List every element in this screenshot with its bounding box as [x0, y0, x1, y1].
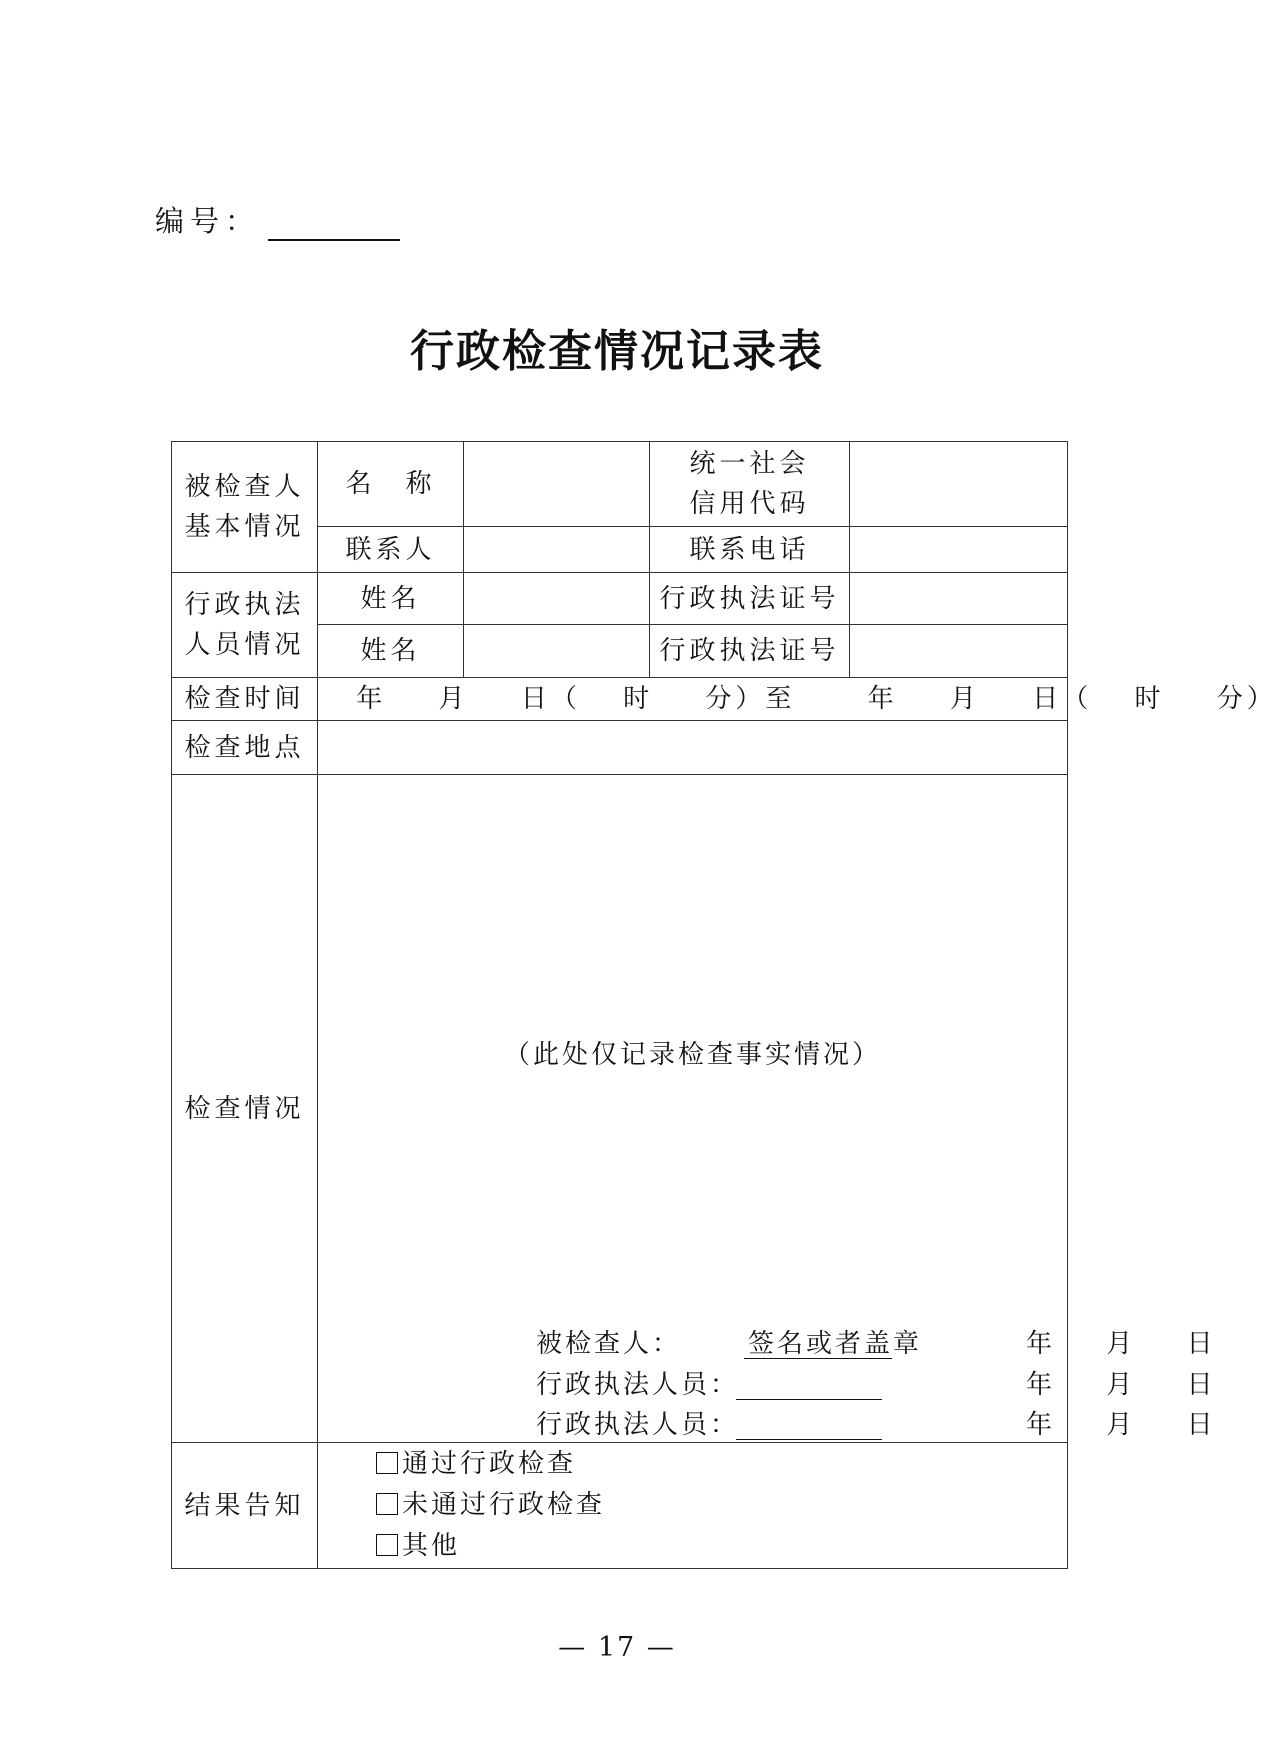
result-option-label: 其他 — [402, 1531, 461, 1561]
situation-value-cell[interactable] — [318, 775, 1216, 1443]
situation-note: （此处仅记录检查事实情况） — [503, 1040, 881, 1070]
officer-cert-label: 行政执法证号 — [650, 625, 850, 678]
sig-month-label: 月 — [1106, 1329, 1136, 1359]
time-range-cell[interactable] — [318, 678, 1277, 721]
officer-cert-label: 行政执法证号 — [650, 573, 850, 625]
sig-year-label: 年 — [1026, 1329, 1056, 1359]
checkbox-icon[interactable] — [376, 1534, 398, 1556]
sig-year-label: 年 — [1026, 1370, 1056, 1400]
contact-label: 联系人 — [318, 527, 464, 573]
page-title: 行政检查情况记录表 — [410, 326, 824, 377]
time-label: 检查时间 — [172, 678, 318, 721]
sig-day-label: 日 — [1186, 1370, 1216, 1400]
officers-label-line2: 人员情况 — [184, 630, 305, 660]
result-option-fail[interactable] — [376, 1485, 1067, 1526]
officer-cert-value-cell[interactable] — [850, 573, 1068, 625]
officer-name-label: 姓名 — [318, 625, 464, 678]
sig-year-label: 年 — [1026, 1410, 1056, 1440]
start-month-label: 月 — [438, 684, 469, 714]
officer-name-label: 姓名 — [318, 573, 464, 625]
signature-blank[interactable] — [736, 1439, 882, 1440]
signature-blank[interactable] — [744, 1358, 892, 1359]
end-year-label: 年 — [867, 684, 898, 714]
signature-hint: 签名或者盖章 — [748, 1329, 923, 1359]
credit-code-label — [650, 442, 850, 527]
signature-role: 行政执法人员： — [536, 1370, 740, 1400]
officer-name-value-cell[interactable] — [464, 625, 650, 678]
signature-line-officer — [536, 1405, 1216, 1445]
sig-day-label: 日 — [1186, 1410, 1216, 1440]
signature-date — [1026, 1405, 1216, 1445]
page-number: — 17 — — [558, 1632, 676, 1663]
serial-number-field — [155, 201, 400, 241]
inspected-label-line2: 基本情况 — [184, 512, 305, 542]
end-minute-label: 分） — [1216, 684, 1277, 714]
signature-line-inspected — [536, 1324, 1216, 1364]
name-value-cell[interactable] — [464, 442, 650, 527]
checkbox-icon[interactable] — [376, 1493, 398, 1515]
inspected-section-label — [172, 442, 318, 573]
start-hour-label: 时 — [623, 684, 654, 714]
end-hour-label: 时 — [1134, 684, 1165, 714]
officer-name-value-cell[interactable] — [464, 573, 650, 625]
end-month-label: 月 — [949, 684, 980, 714]
serial-number-blank[interactable] — [268, 205, 400, 241]
signature-date — [1026, 1324, 1216, 1364]
place-value-cell[interactable] — [318, 721, 1068, 775]
credit-code-label-line1: 统一社会 — [689, 449, 810, 479]
checkbox-icon[interactable] — [376, 1452, 398, 1474]
start-year-label: 年 — [356, 684, 387, 714]
signature-line-officer — [536, 1365, 1216, 1405]
situation-label: 检查情况 — [172, 775, 318, 1443]
sig-day-label: 日 — [1186, 1329, 1216, 1359]
start-day-label: 日（ — [520, 684, 581, 714]
officer-cert-value-cell[interactable] — [850, 625, 1068, 678]
officers-label-line1: 行政执法 — [184, 590, 305, 620]
result-option-label: 未通过行政检查 — [402, 1490, 606, 1520]
result-options-cell — [318, 1443, 1068, 1569]
start-minute-label: 分）至 — [705, 684, 796, 714]
result-option-pass[interactable] — [376, 1444, 1067, 1485]
result-label: 结果告知 — [172, 1443, 318, 1569]
result-option-other[interactable] — [376, 1526, 1067, 1567]
result-option-label: 通过行政检查 — [402, 1449, 577, 1479]
officers-section-label — [172, 573, 318, 678]
sig-month-label: 月 — [1106, 1410, 1136, 1440]
end-day-label: 日（ — [1032, 684, 1093, 714]
serial-number-label: 编号： — [155, 204, 261, 238]
signature-role: 行政执法人员： — [536, 1410, 740, 1440]
credit-code-value-cell[interactable] — [850, 442, 1068, 527]
signature-blank[interactable] — [736, 1399, 882, 1400]
inspection-record-table — [171, 441, 1277, 1569]
inspected-label-line1: 被检查人 — [184, 472, 305, 502]
sig-month-label: 月 — [1106, 1370, 1136, 1400]
contact-value-cell[interactable] — [464, 527, 650, 573]
phone-value-cell[interactable] — [850, 527, 1068, 573]
name-label: 名 称 — [318, 442, 464, 527]
place-label: 检查地点 — [172, 721, 318, 775]
signature-role: 被检查人： — [536, 1329, 682, 1359]
signature-date — [1026, 1365, 1216, 1405]
phone-label: 联系电话 — [650, 527, 850, 573]
credit-code-label-line2: 信用代码 — [689, 489, 810, 519]
